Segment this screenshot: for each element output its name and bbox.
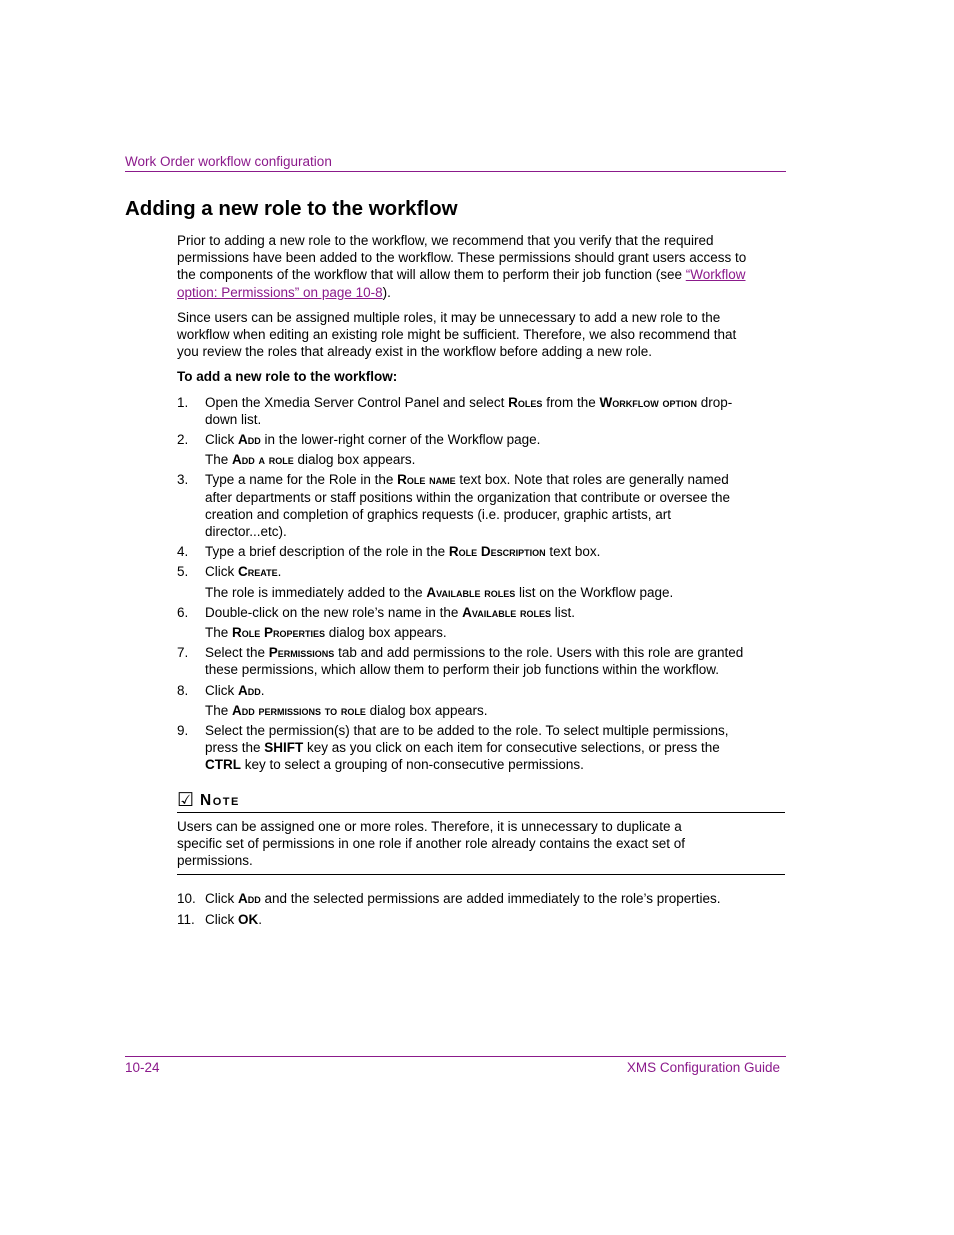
running-header: Work Order workflow configuration [125, 153, 786, 172]
intro-text-end: ). [382, 284, 391, 300]
step-result [205, 624, 747, 641]
page-body [177, 232, 747, 931]
intro-text: Prior to adding a new role to the workflow, we recommend that you verify that the required permissions have been added to the workflow. These permissions should grant users access to the components of the workflow that will allow them to perform their job function (see [177, 233, 747, 283]
step-text: in the lower-right corner of the Workflow page. [260, 432, 541, 448]
step-number: 7. [177, 645, 189, 661]
note-body [177, 813, 785, 876]
step-text: Open the Xmedia Server Control Panel and select [205, 394, 509, 410]
step-result [205, 584, 747, 601]
step-number: 11. [177, 911, 195, 927]
note-header [177, 791, 785, 813]
step-2 [177, 431, 747, 468]
step-3 [177, 471, 747, 540]
step-text: . [260, 682, 265, 698]
footer-rule [125, 1056, 786, 1057]
intro-paragraph-2: Since users can be assigned multiple roles, it may be unnecessary to add a new role to the workflow when editing an existing role might be sufficient. Therefore, we also recommend that you review the roles that already exist in the workflow before adding a new role. [177, 309, 737, 360]
page-number: 10-24 [125, 1060, 160, 1075]
step-text: key to select a grouping of non-consecutive permissions. [241, 757, 584, 773]
ui-term: Role Description [448, 544, 546, 560]
step-result [205, 451, 747, 468]
ui-term: Role name [397, 472, 456, 488]
step-number: 5. [177, 564, 189, 580]
ui-term: Role Properties [232, 625, 326, 641]
step-5 [177, 563, 747, 600]
guide-title: XMS Configuration Guide [626, 1060, 780, 1075]
step-10 [177, 890, 747, 907]
ui-term: Add permissions to role [232, 702, 366, 718]
ui-term: Add a role [232, 452, 294, 468]
result-text: The [205, 625, 233, 641]
ui-term: Available roles [462, 604, 551, 620]
result-text: list on the Workflow page. [515, 584, 674, 600]
step-text: Click [205, 682, 238, 698]
step-number: 6. [177, 604, 189, 620]
note-text: Users can be assigned one or more roles. Therefore, it is unnecessary to duplicate a specific set of permissions in one role if another role already contains the exact set of permissions. [177, 818, 686, 869]
step-text: key as you click on each item for consecutive selections, or press the [303, 740, 720, 756]
ui-term: Add [238, 891, 261, 907]
step-result [205, 702, 747, 719]
key-term: CTRL [205, 757, 241, 773]
step-text: Click [205, 891, 238, 907]
step-9 [177, 722, 747, 774]
step-text: Double-click on the new role’s name in the [205, 604, 463, 620]
step-text: drop-down list. [205, 394, 733, 427]
step-number: 3. [177, 472, 189, 488]
step-number: 1. [177, 394, 189, 410]
step-4 [177, 543, 747, 560]
step-text: text box. [545, 544, 601, 560]
ui-term: Add [238, 432, 261, 448]
step-text: from the [542, 394, 600, 410]
key-term: SHIFT [264, 740, 304, 756]
result-text: The [205, 702, 233, 718]
step-text: Select the permission(s) that are to be added to the role. To select multiple permissions, press the [205, 723, 729, 756]
step-text: Click [205, 432, 238, 448]
step-number: 4. [177, 544, 189, 560]
result-text: dialog box appears. [325, 625, 447, 641]
step-text: Select the [205, 645, 269, 661]
step-1 [177, 394, 747, 428]
step-number: 2. [177, 432, 189, 448]
procedure-steps-continued [177, 890, 747, 927]
result-text: dialog box appears. [365, 702, 488, 718]
checkbox-check-icon: ☑ [177, 789, 195, 811]
ui-term: Roles [508, 394, 543, 410]
step-text: Click [205, 564, 238, 580]
step-number: 10. [177, 891, 196, 907]
ui-term: Workflow option [599, 394, 697, 410]
step-number: 8. [177, 682, 189, 698]
step-6 [177, 604, 747, 641]
step-7 [177, 644, 747, 678]
result-text: The role is immediately added to the [205, 584, 427, 600]
step-text: . [258, 911, 263, 927]
step-text: Type a brief description of the role in the [205, 544, 449, 560]
ui-term: Create [238, 564, 278, 580]
step-text: text box. Note that roles are generally named after departments or staff positions within the organization that contribute or oversee the creation and completion of graphics requests (i.e. producer, graphic artists, art director...etc). [205, 472, 731, 540]
step-text: . [277, 564, 282, 580]
step-text: Type a name for the Role in the [205, 472, 398, 488]
permissions-xref-link[interactable]: “Workflow option: Permissions” on page 10-8 [177, 267, 746, 300]
step-text: tab and add permissions to the role. Users with this role are granted these permissions, which allow them to perform their job functions within the workflow. [205, 645, 744, 678]
procedure-title: To add a new role to the workflow: [177, 369, 398, 385]
step-text: list. [550, 604, 575, 620]
result-text: dialog box appears. [293, 452, 416, 468]
ui-term: Permissions [268, 645, 335, 661]
intro-paragraph-1 [177, 232, 747, 301]
result-text: The [205, 452, 233, 468]
ui-term: Available roles [426, 584, 516, 600]
page-title: Adding a new role to the workflow [125, 197, 458, 220]
step-text: Click [205, 911, 238, 927]
key-term: OK [238, 911, 259, 927]
step-text: and the selected permissions are added immediately to the role’s properties. [260, 891, 721, 907]
step-11 [177, 911, 747, 928]
procedure-steps [177, 394, 747, 774]
step-8 [177, 682, 747, 719]
ui-term: Add [238, 682, 261, 698]
step-number: 9. [177, 723, 189, 739]
note-label: Note [200, 792, 240, 810]
